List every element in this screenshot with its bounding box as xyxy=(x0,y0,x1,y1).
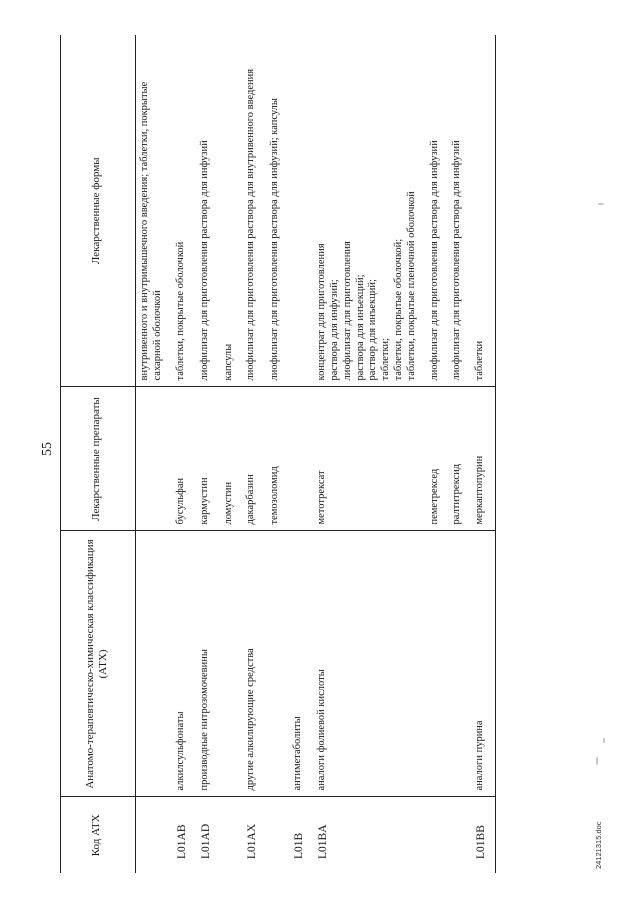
table-row xyxy=(196,35,220,873)
atc-drug-table xyxy=(60,35,496,873)
dosage-form-line: раствора для инфузий; xyxy=(329,279,341,381)
scan-smudge xyxy=(598,203,604,205)
drug-name xyxy=(136,387,172,531)
drug-name: меркаптопурин xyxy=(471,387,496,531)
atc-code: L01B xyxy=(293,832,306,859)
document-id: 24121315.doc xyxy=(594,821,603,869)
classification: антиметаболиты xyxy=(289,531,313,797)
scan-smudge xyxy=(603,738,605,743)
dosage-form-line: лиофилизат для приготовления xyxy=(341,241,353,381)
classification xyxy=(448,531,471,797)
classification xyxy=(220,531,243,797)
table-row xyxy=(313,35,425,873)
table-row xyxy=(426,35,449,873)
atc-code: L01BB xyxy=(471,797,496,873)
atc-code xyxy=(448,797,471,873)
drug-name: дакарбазин xyxy=(242,387,266,531)
classification xyxy=(136,531,172,797)
dosage-forms xyxy=(289,35,313,387)
classification: производные нитрозомочевины xyxy=(196,531,220,797)
dosage-forms: лиофилизат для приготовления раствора для инфузий xyxy=(196,35,220,387)
classification xyxy=(426,531,449,797)
dosage-form-line: таблетки, покрытые оболочкой; xyxy=(393,238,405,381)
header-classification: Анатомо-терапевтическо-химическая классификация (АТХ) xyxy=(61,531,136,797)
dosage-forms: таблетки xyxy=(471,35,496,387)
drug-name: кармустин xyxy=(196,387,220,531)
dosage-form-line: таблетки; xyxy=(380,337,392,381)
atc-code xyxy=(266,797,289,873)
dosage-forms: лиофилизат для приготовления раствора для инфузий xyxy=(448,35,471,387)
dosage-forms: таблетки, покрытые оболочкой xyxy=(172,35,196,387)
header-preparations: Лекарственные препараты xyxy=(61,387,136,531)
table-row xyxy=(448,35,471,873)
dosage-form-line: раствор для инъекций; xyxy=(367,279,379,381)
table-row xyxy=(220,35,243,873)
table-row xyxy=(242,35,266,873)
header-forms: Лекарственные формы xyxy=(61,35,136,387)
table-row xyxy=(266,35,289,873)
dosage-forms: капсулы xyxy=(220,35,243,387)
classification: другие алкилирующие средства xyxy=(242,531,266,797)
table-row xyxy=(289,35,313,873)
classification xyxy=(266,531,289,797)
drug-name: ломустин xyxy=(220,387,243,531)
dosage-forms: лиофилизат для приготовления раствора для инфузий; капсулы xyxy=(266,35,289,387)
classification: аналоги пурина xyxy=(471,531,496,797)
dosage-forms: внутривенного и внутримышечного введения; таблетки, покрытые сахарной оболочкой xyxy=(136,35,172,387)
dosage-forms: лиофилизат для приготовления раствора для инфузий xyxy=(426,35,449,387)
page-number: 55 xyxy=(40,442,55,456)
dosage-forms: лиофилизат для приготовления раствора для внутривенного введения xyxy=(242,35,266,387)
table-row xyxy=(136,35,172,873)
atc-code: L01AD xyxy=(199,823,212,859)
atc-code: L01BA xyxy=(317,824,330,859)
drug-name: темозоломид xyxy=(266,387,289,531)
atc-code xyxy=(220,797,243,873)
atc-code: L01AX xyxy=(246,823,259,859)
classification: аналоги фолиевой кислоты xyxy=(313,531,425,797)
table-row xyxy=(172,35,196,873)
scan-smudge xyxy=(596,757,598,765)
table-header-row xyxy=(61,35,136,873)
atc-code xyxy=(136,797,172,873)
dosage-form-line: концентрат для приготовления xyxy=(316,243,328,381)
header-code: Код АТХ xyxy=(61,797,136,873)
dosage-form-line: таблетки, покрытые пленочной оболочкой xyxy=(405,191,417,381)
drug-name: бусульфан xyxy=(172,387,196,531)
dosage-forms xyxy=(313,35,425,387)
table-row xyxy=(471,35,496,873)
drug-name xyxy=(289,387,313,531)
drug-name: пеметрексед xyxy=(426,387,449,531)
atc-code xyxy=(426,797,449,873)
drug-name: метотрексат xyxy=(313,387,425,531)
atc-code: L01AB xyxy=(175,824,188,859)
drug-name: ралтитрексид xyxy=(448,387,471,531)
classification: алкилсульфонаты xyxy=(172,531,196,797)
dosage-form-line: раствора для инъекций; xyxy=(354,274,366,381)
